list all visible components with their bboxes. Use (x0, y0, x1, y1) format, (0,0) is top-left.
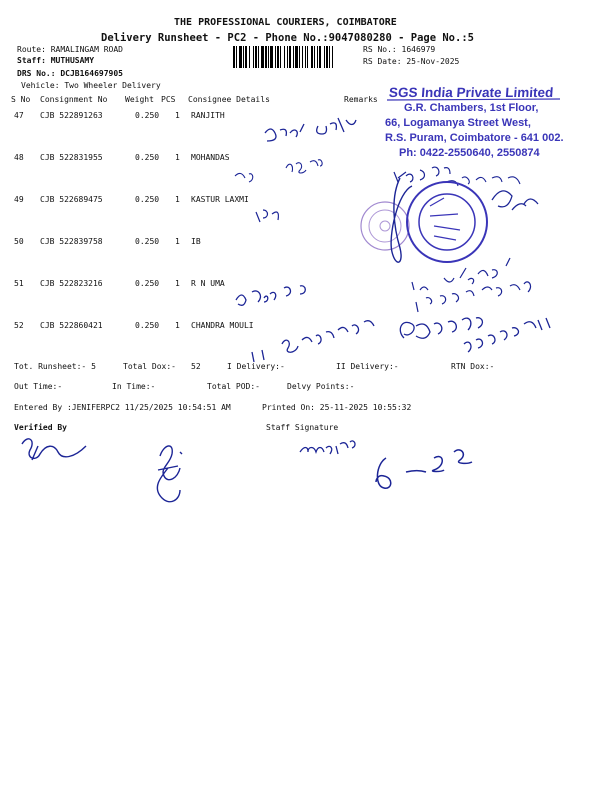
handwritten-count (406, 457, 444, 472)
row-sno: 52 (14, 321, 24, 330)
row-sno: 48 (14, 153, 24, 162)
rs-date: RS Date: 25-Nov-2025 (363, 57, 460, 66)
col-consignee: Consignee Details (188, 95, 270, 104)
signature-mark (492, 191, 538, 210)
row-sno: 49 (14, 195, 24, 204)
in-time-label: In Time:- (112, 382, 156, 391)
handwriting-mark (464, 318, 550, 352)
staff-signature-mark (300, 441, 355, 454)
round-seal-small (361, 202, 409, 250)
row-pcs: 1 (175, 153, 180, 162)
handwriting-mark (400, 318, 482, 339)
row-weight: 0.250 (135, 111, 160, 120)
verified-by-label: Verified By (14, 423, 67, 432)
row-weight: 0.250 (135, 195, 160, 204)
row-pcs: 1 (175, 279, 180, 288)
stamp-line4: Ph: 0422-2550640, 2550874 (399, 147, 540, 159)
row-pcs: 1 (175, 237, 180, 246)
handwriting-mark (412, 258, 510, 290)
i-delivery-label: I Delivery:- (227, 362, 285, 371)
delivery-points-label: Delvy Points:- (287, 382, 355, 391)
staff-label: Staff: MUTHUSAMY (17, 56, 95, 65)
row-consignment: CJB 522860421 (40, 321, 103, 330)
row-consignee: MOHANDAS (191, 153, 230, 162)
row-pcs: 1 (175, 111, 180, 120)
verifier-signature (157, 446, 182, 502)
row-consignee: RANJITH (191, 111, 225, 120)
col-sno: S No (11, 95, 31, 104)
handwriting-mark (252, 321, 374, 362)
row-consignee: KASTUR LAXMI (191, 195, 249, 204)
row-consignee: IB (191, 237, 201, 246)
row-pcs: 1 (175, 321, 180, 330)
row-weight: 0.250 (135, 153, 160, 162)
row-sno: 50 (14, 237, 24, 246)
ii-delivery-label: II Delivery:- (336, 362, 399, 371)
total-dox-value: 52 (191, 362, 201, 371)
total-dox-label: Total Dox:- (123, 362, 176, 371)
col-remarks: Remarks (344, 95, 378, 104)
row-consignee: CHANDRA MOULI (191, 321, 254, 330)
staff-signature-label: Staff Signature (266, 423, 339, 432)
row-consignee: R N UMA (191, 279, 225, 288)
verifier-signature (22, 439, 86, 460)
row-sno: 51 (14, 279, 24, 288)
row-weight: 0.250 (135, 279, 160, 288)
agency-seal (407, 182, 487, 262)
row-consignment: CJB 522823216 (40, 279, 103, 288)
stamp-name: SGS India Private Limited (388, 85, 554, 100)
col-consignment: Consignment No (40, 95, 108, 104)
handwriting-mark (317, 118, 356, 134)
total-runsheet: Tot. Runsheet:- 5 (14, 362, 96, 371)
company-title: THE PROFESSIONAL COURIERS, COIMBATORE (174, 17, 397, 28)
col-weight: Weight (125, 95, 154, 104)
handwriting-mark (286, 160, 322, 173)
row-consignment: CJB 522839758 (40, 237, 103, 246)
drs-number: DRS No.: DCJB164697905 (17, 69, 123, 78)
runsheet-subtitle: Delivery Runsheet - PC2 - Phone No.:9047080280 - Page No.:5 (101, 32, 474, 44)
signature-mark (391, 178, 412, 262)
stamp-line2: 66, Logamanya Street West, (385, 117, 531, 129)
total-pod-label: Total POD:- (207, 382, 260, 391)
out-time-label: Out Time:- (14, 382, 63, 391)
rs-number: RS No.: 1646979 (363, 45, 436, 54)
row-consignment: CJB 522831955 (40, 153, 103, 162)
stamp-line3: R.S. Puram, Coimbatore - 641 002. (385, 132, 564, 144)
stamp-line1: G.R. Chambers, 1st Floor, (404, 102, 539, 114)
row-pcs: 1 (175, 195, 180, 204)
handwriting-mark (235, 173, 253, 182)
printed-on: Printed On: 25-11-2025 10:55:32 (262, 403, 412, 412)
row-sno: 47 (14, 111, 24, 120)
handwritten-count (454, 450, 472, 463)
rtn-dox-label: RTN Dox:- (451, 362, 495, 371)
handwriting-mark (256, 210, 278, 222)
handwriting-mark (236, 286, 305, 306)
vehicle-label: Vehicle: Two Wheeler Delivery (21, 81, 161, 90)
row-weight: 0.250 (135, 237, 160, 246)
route-label: Route: RAMALINGAM ROAD (17, 45, 123, 54)
row-weight: 0.250 (135, 321, 160, 330)
handwritten-count (376, 458, 391, 488)
handwriting-mark (446, 177, 520, 186)
row-consignment: CJB 522689475 (40, 195, 103, 204)
handwriting-mark (394, 167, 450, 182)
row-consignment: CJB 522891263 (40, 111, 103, 120)
entered-by: Entered By :JENIFERPC2 11/25/2025 10:54:51 AM (14, 403, 231, 412)
col-pcs: PCS (161, 95, 176, 104)
handwriting-mark (265, 124, 304, 141)
handwriting-mark (416, 282, 531, 312)
